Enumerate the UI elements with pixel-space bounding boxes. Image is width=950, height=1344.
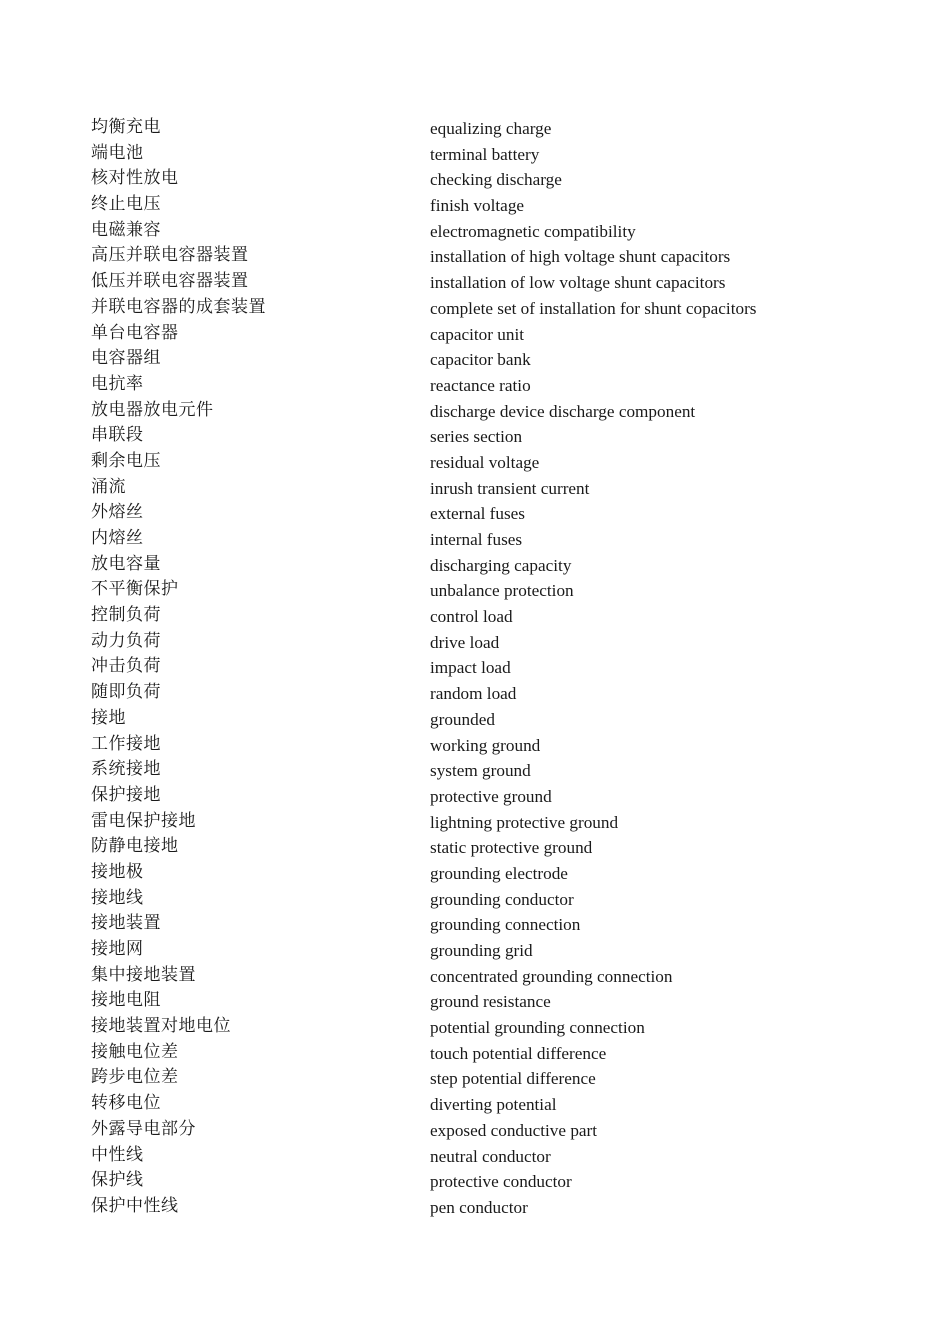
chinese-term: 串联段 (91, 425, 144, 446)
glossary-row (91, 321, 891, 347)
english-term: drive load (430, 632, 500, 652)
chinese-term: 保护线 (91, 1170, 144, 1191)
english-term: electromagnetic compatibility (430, 221, 636, 241)
chinese-term: 控制负荷 (91, 605, 161, 626)
glossary-row (91, 603, 891, 629)
english-term: grounded (430, 709, 495, 729)
chinese-term: 接地装置 (91, 913, 161, 934)
glossary-row (91, 1091, 891, 1117)
chinese-term: 均衡充电 (91, 117, 161, 137)
english-term: static protective ground (430, 838, 593, 858)
english-term: grounding conductor (430, 889, 574, 909)
chinese-term: 中性线 (91, 1144, 144, 1165)
glossary-row (91, 1040, 891, 1066)
glossary-row (91, 500, 891, 526)
english-term: lightning protective ground (430, 812, 619, 832)
english-term: equalizing charge (430, 119, 552, 138)
english-term: ground resistance (430, 992, 551, 1012)
english-term: potential grounding connection (430, 1018, 645, 1038)
chinese-term: 接地线 (91, 887, 144, 908)
chinese-term: 雷电保护接地 (91, 810, 196, 831)
english-term: grounding electrode (430, 863, 568, 883)
chinese-term: 低压并联电容器装置 (91, 271, 249, 292)
english-term: capacitor unit (430, 324, 525, 344)
chinese-term: 接地装置对地电位 (91, 1016, 231, 1037)
glossary-row (91, 1117, 891, 1143)
glossary-row (91, 372, 891, 398)
chinese-term: 剩余电压 (91, 450, 161, 471)
english-term: discharge device discharge component (430, 401, 696, 421)
chinese-term: 系统接地 (91, 759, 161, 780)
glossary-row (91, 398, 891, 424)
chinese-term: 防静电接地 (91, 836, 179, 857)
glossary-row (91, 834, 891, 860)
english-term: neutral conductor (430, 1146, 551, 1166)
glossary-row (91, 141, 891, 167)
english-term: inrush transient current (430, 478, 590, 498)
chinese-term: 放电器放电元件 (91, 399, 214, 420)
chinese-term: 接地网 (91, 939, 144, 959)
glossary-row (91, 937, 891, 963)
glossary-row (91, 654, 891, 680)
glossary-row (91, 757, 891, 783)
chinese-term: 涌流 (91, 476, 126, 497)
english-term: finish voltage (430, 196, 525, 216)
glossary-row (91, 423, 891, 449)
glossary-row (91, 963, 891, 989)
glossary-row (91, 988, 891, 1014)
chinese-term: 内熔丝 (91, 528, 144, 548)
glossary-row (91, 629, 891, 655)
glossary-row (91, 192, 891, 218)
chinese-term: 转移电位 (91, 1093, 161, 1114)
english-term: grounding connection (430, 915, 581, 935)
english-term: step potential difference (430, 1069, 596, 1089)
english-term: impact load (430, 658, 511, 678)
chinese-term: 动力负荷 (91, 630, 161, 651)
english-term: checking discharge (430, 170, 562, 190)
english-term: residual voltage (430, 452, 540, 472)
chinese-term: 电抗率 (91, 373, 144, 394)
english-term: system ground (430, 761, 531, 781)
english-term: installation of low voltage shunt capacitors (430, 273, 726, 293)
english-term: terminal battery (430, 144, 540, 164)
chinese-term: 放电容量 (91, 553, 161, 574)
glossary-row (91, 783, 891, 809)
english-term: control load (430, 607, 513, 627)
chinese-term: 集中接地装置 (91, 964, 196, 985)
glossary-row (91, 1194, 891, 1220)
glossary-row (91, 809, 891, 835)
chinese-term: 单台电容器 (91, 322, 179, 343)
chinese-term: 随即负荷 (91, 682, 161, 703)
glossary-row (91, 1143, 891, 1169)
glossary-row (91, 1168, 891, 1194)
english-term: protective ground (430, 786, 552, 806)
glossary-row (91, 706, 891, 732)
chinese-term: 电容器组 (91, 348, 161, 369)
glossary-row (91, 295, 891, 321)
english-term: series section (430, 427, 523, 447)
chinese-term: 工作接地 (91, 733, 161, 754)
chinese-term: 端电池 (91, 142, 144, 163)
chinese-term: 高压并联电容器装置 (91, 245, 249, 266)
english-term: installation of high voltage shunt capacitors (430, 247, 731, 267)
glossary-row (91, 1014, 891, 1040)
glossary-row (91, 218, 891, 244)
chinese-term: 接地极 (91, 861, 144, 882)
glossary-row (91, 526, 891, 552)
english-term: touch potential difference (430, 1043, 607, 1063)
chinese-term: 接地 (91, 707, 126, 728)
english-term: concentrated grounding connection (430, 966, 673, 986)
glossary-row (91, 886, 891, 912)
english-term: random load (430, 684, 517, 704)
glossary-row (91, 552, 891, 578)
glossary-row (91, 1065, 891, 1091)
chinese-term: 保护接地 (91, 784, 161, 805)
english-term: exposed conductive part (430, 1120, 598, 1140)
english-term: unbalance protection (430, 581, 574, 601)
glossary-row (91, 449, 891, 475)
chinese-term: 外露导电部分 (91, 1118, 196, 1139)
glossary-row (91, 577, 891, 603)
english-term: discharging capacity (430, 555, 572, 575)
glossary-row (91, 911, 891, 937)
chinese-term: 外熔丝 (91, 502, 144, 523)
english-term: internal fuses (430, 530, 523, 549)
chinese-term: 电磁兼容 (91, 219, 161, 240)
english-term: capacitor bank (430, 350, 531, 370)
glossary-row (91, 243, 891, 269)
chinese-term: 核对性放电 (91, 168, 179, 189)
chinese-term: 不平衡保护 (91, 579, 179, 600)
english-term: diverting potential (430, 1095, 557, 1115)
english-term: external fuses (430, 504, 525, 524)
glossary-row (91, 166, 891, 192)
english-term: protective conductor (430, 1172, 572, 1192)
glossary-row (91, 475, 891, 501)
english-term: complete set of installation for shunt copacitors (430, 298, 757, 318)
glossary-list (91, 115, 891, 1220)
english-term: reactance ratio (430, 375, 531, 395)
glossary-row (91, 115, 891, 141)
english-term: working ground (430, 735, 541, 755)
chinese-term: 接地电阻 (91, 990, 161, 1011)
glossary-row (91, 346, 891, 372)
glossary-row (91, 860, 891, 886)
chinese-term: 接触电位差 (91, 1041, 179, 1062)
chinese-term: 并联电容器的成套装置 (91, 296, 266, 317)
english-term: pen conductor (430, 1197, 528, 1217)
chinese-term: 跨步电位差 (91, 1067, 179, 1088)
english-term: grounding grid (430, 941, 533, 960)
glossary-row (91, 269, 891, 295)
chinese-term: 终止电压 (91, 194, 161, 215)
glossary-row (91, 732, 891, 758)
chinese-term: 冲击负荷 (91, 656, 161, 677)
chinese-term: 保护中性线 (91, 1195, 179, 1216)
glossary-row (91, 680, 891, 706)
